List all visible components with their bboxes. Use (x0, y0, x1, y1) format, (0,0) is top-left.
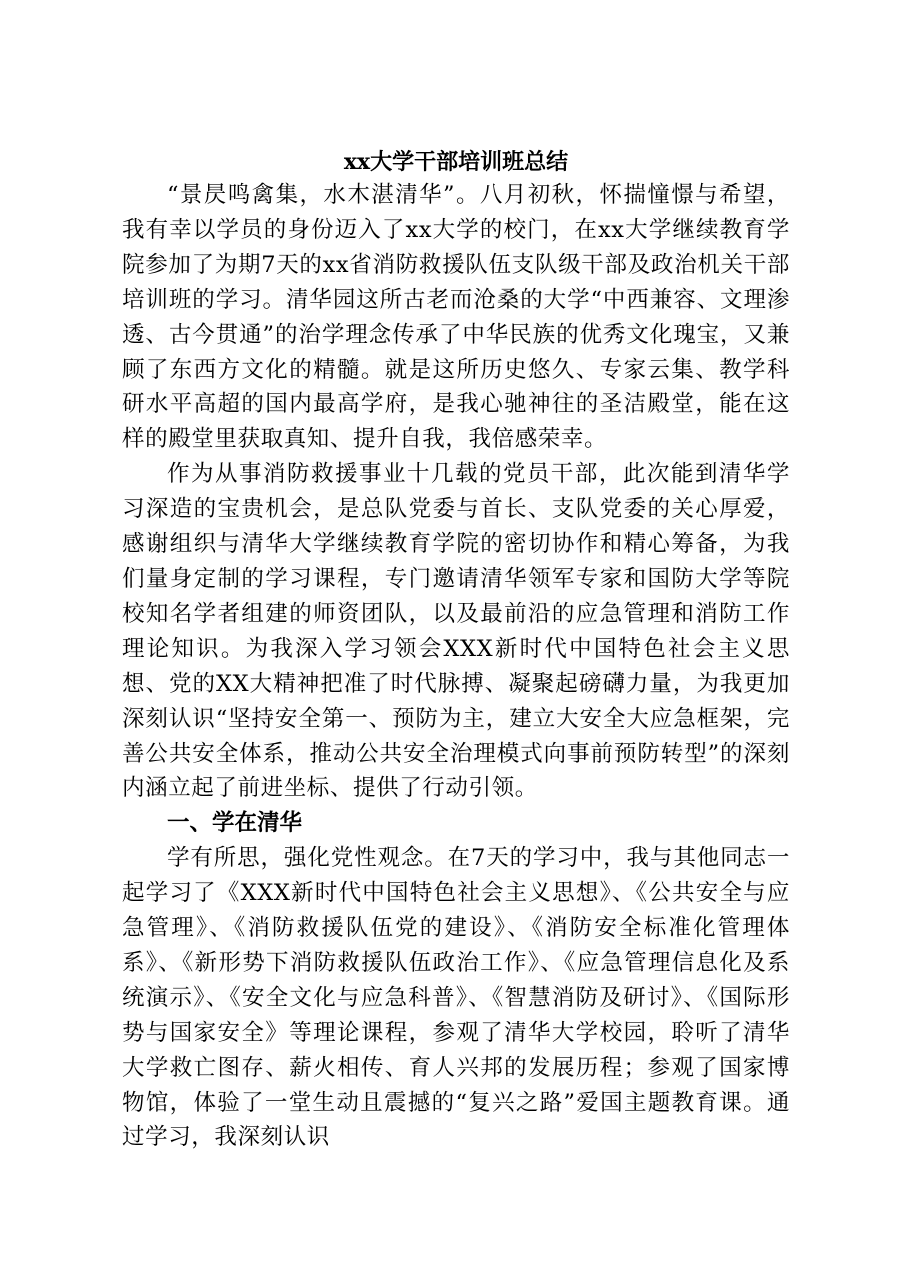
document-title: xx大学干部培训班总结 (343, 149, 569, 175)
section-heading: 一、学在清华 (167, 810, 303, 837)
paragraph-gratitude: 作为从事消防救援事业十几载的党员干部，此次能到清华学习深造的宝贵机会，是总队党委与首长、支队党委的关心厚爱，感谢组织与清华大学继续教育学院的密切协作和精心筹备，为我们量身定制的学习课程，专门邀请清华领军专家和国防大学等院校知名学者组建的师资团队，以及最前沿的应急管理和消防工作理论知识。为我深入学习领会XXX新时代中国特色社会主义思想、党的XX大精神把准了时代脉搏、凝聚起磅礴力量，为我更加深刻认识“坚持安全第一、预防为主，建立大安全大应急框架，完善公共安全体系，推动公共安全治理模式向事前预防转型”的深刻内涵立起了前进坐标、提供了行动引领。 (122, 461, 790, 802)
paragraph-study: 学有所思，强化党性观念。在7天的学习中，我与其他同志一起学习了《XXX新时代中国特色社会主义思想》、《公共安全与应急管理》、《消防救援队伍党的建设》、《消防安全标准化管理体系》、《新形势下消防救援队伍政治工作》、《应急管理信息化及系统演示》、《安全文化与应急科普》、《智慧消防及研讨》、《国际形势与国家安全》等理论课程，参观了清华大学校园，聆听了清华大学救亡图存、薪火相传、育人兴邦的发展历程；参观了国家博物馆，体验了一堂生动且震撼的“复兴之路”爱国主题教育课。通过学习，我深刻认识 (122, 845, 790, 1151)
document-body (122, 146, 790, 1155)
paragraph-intro: “景昃鸣禽集，水木湛清华”。八月初秋，怀揣憧憬与希望，我有幸以学员的身份迈入了xx大学的校门，在xx大学继续教育学院参加了为期7天的xx省消防救援队伍支队级干部及政治机关干部培训班的学习。清华园这所古老而沧桑的大学“中西兼容、文理渗透、古今贯通”的治学理念传承了中华民族的优秀文化瑰宝，又兼顾了东西方文化的精髓。就是这所历史悠久、专家云集、教学科研水平高超的国内最高学府，是我心驰神往的圣洁殿堂，能在这样的殿堂里获取真知、提升自我，我倍感荣幸。 (122, 182, 790, 453)
